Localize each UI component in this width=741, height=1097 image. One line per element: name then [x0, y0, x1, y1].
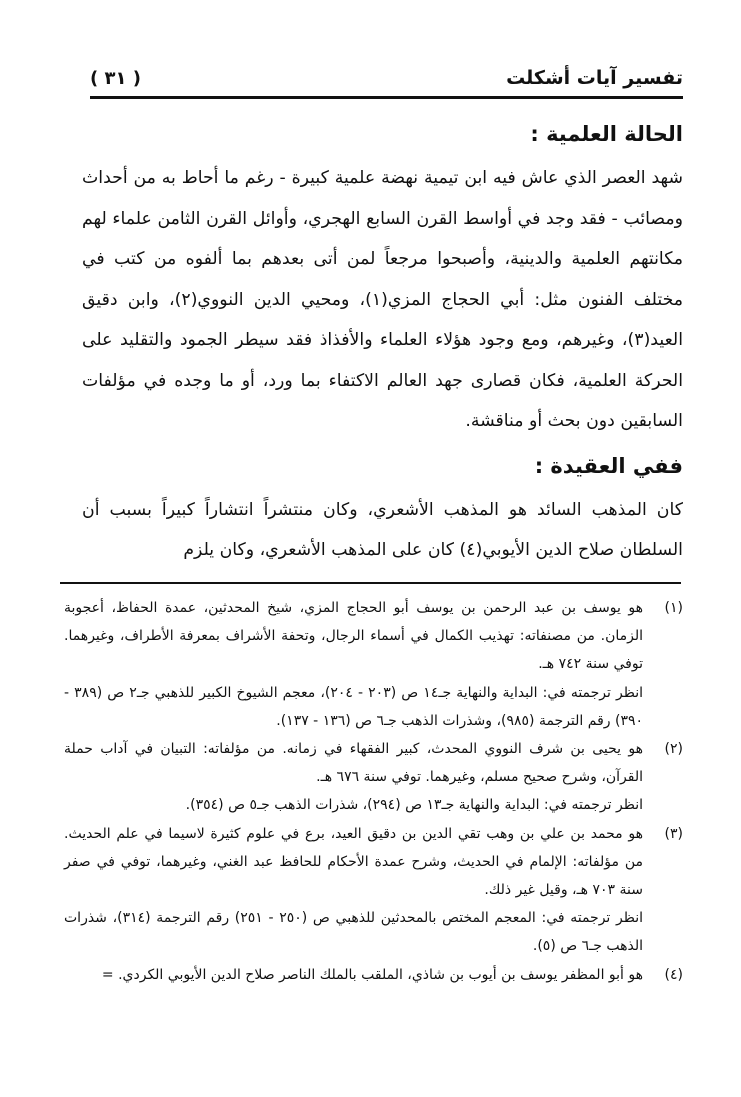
paragraph-creed: كان المذهب السائد هو المذهب الأشعري، وكان منتشراً انتشاراً كبيراً بسبب أن السلطان صلاح الدين الأيوبي(٤) كان على المذهب الأشعري، وكان يلزم: [82, 499, 683, 560]
page-header: [90, 62, 683, 94]
footnote-text: هو أبو المظفر يوسف بن أيوب بن شاذي، الملقب بالملك الناصر صلاح الدين الأيوبي الكردي. =: [101, 966, 643, 983]
footnote-1: [64, 594, 683, 735]
footnote-4: [64, 961, 683, 989]
footnote-number: (١): [664, 600, 683, 616]
footnote-3: [64, 820, 683, 961]
footnote-text: هو يحيى بن شرف النووي المحدث، كبير الفقهاء في زمانه. من مؤلفاته: التبيان في آداب حملة القرآن، وشرح صحيح مسلم، وغيرهما. توفي سنة ٦٧٦ هـ.: [64, 741, 643, 786]
footnote-text: هو يوسف بن عبد الرحمن بن يوسف أبو الحجاج المزي، شيخ المحدثين، عمدة الحفاظ، أعجوبة الزمان. من مصنفاته: تهذيب الكمال في أسماء الرجال، وتحفة الأشراف بمعرفة الأطراف، وغيرهما. توفي سنة ٧٤٢ هـ.: [64, 600, 643, 673]
page-number: ( ٣١ ): [90, 67, 141, 89]
footnote-text: انظر ترجمته في: المعجم المختص بالمحدثين للذهبي ص (٢٥٠ - ٢٥١) رقم الترجمة (٣١٤)، شذرات الذهب جـ٦ ص (٥).: [64, 910, 644, 955]
footnote-text: هو محمد بن علي بن وهب تقي الدين بن دقيق العيد، برع في علوم كثيرة لاسيما في علم الحديث. من مؤلفاته: الإلمام في الحديث، وشرح عمدة الأحكام للحافظ عبد الغني، وغيرهما، توفي في صفر سنة ٧٠٣ هـ، وقيل غير ذلك.: [64, 825, 643, 899]
paragraph-scientific-state: شهد العصر الذي عاش فيه ابن تيمية نهضة علمية كبيرة - رغم ما أحاط به من أحداث ومصائب - فقد وجد في أواسط القرن السابع الهجري، وأوائل القرن الثامن علماء لهم مكانتهم العلمية والدينية، وأصبحوا مرجعاً لمن أتى بعدهم بما ألفوه من كتب في مختلف الفنون مثل: أبي الحجاج المزي(١)، ومحيي الدين النووي(٢)، وابن دقيق العيد(٣)، وغيرهم، ومع وجود هؤلاء العلماء والأفذاذ فقد سيطر الجمود والتقليد على الحركة العلمية، فكان قصارى جهد العالم الاكتفاء بما ورد، أو ما وجده في مؤلفات السابقين دون بحث أو مناقشة.: [82, 168, 683, 431]
header-rule: [90, 96, 683, 99]
footnotes: [64, 594, 683, 989]
section-heading-creed: ففي العقيدة :: [534, 453, 683, 478]
footnote-number: (٢): [664, 741, 683, 758]
footnote-text: انظر ترجمته في: البداية والنهاية جـ١٣ ص (٢٩٤)، شذرات الذهب جـ٥ ص (٣٥٤).: [185, 797, 643, 814]
main-text: [82, 114, 683, 571]
footnote-number: (٤): [664, 966, 683, 983]
section-heading-scientific-state: الحالة العلمية :: [530, 122, 683, 146]
footnote-2: [64, 735, 683, 820]
footnote-text: انظر ترجمته في: البداية والنهاية جـ١٤ ص (٢٠٣ - ٢٠٤)، معجم الشيوخ الكبير للذهبي جـ٢ ص (٣٨٩ - ٣٩٠) رقم الترجمة (٩٨٥)، وشذرات الذهب جـ٦ ص (١٣٦ - ١٣٧).: [64, 684, 644, 729]
running-title: تفسير آيات أشكلت: [506, 67, 683, 89]
footnote-rule: [60, 582, 681, 584]
footnote-number: (٣): [664, 825, 683, 842]
